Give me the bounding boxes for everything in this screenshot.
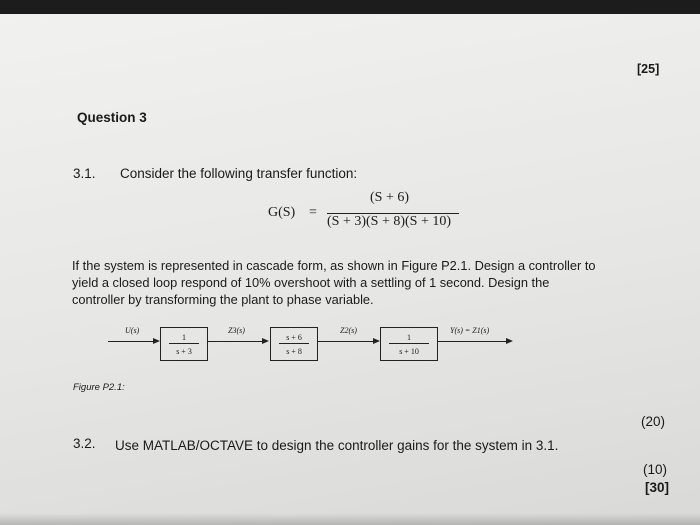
block-3-fraction-bar [389,343,429,344]
signal-line [437,341,509,342]
total-marks: [25] [637,62,660,76]
z3-signal-label: Z3(s) [228,326,245,335]
z2-signal-label: Z2(s) [340,326,357,335]
transfer-function-equals: = [309,205,317,220]
grand-total-marks: [30] [645,480,670,495]
arrow-icon [262,338,269,344]
q32-text: Use MATLAB/OCTAVE to design the controller gains for the system in 3.1. [115,438,559,453]
block-2-denominator: s + 8 [286,347,302,356]
transfer-function-numerator: (S + 6) [370,190,410,205]
signal-line [108,341,158,342]
q31-paragraph-line: yield a closed loop respond of 10% overshoot with a settling of 1 second. Design the [72,275,550,290]
q31-paragraph-line: controller by transforming the plant to phase variable. [72,292,374,307]
transfer-function-lhs: G(S) [268,205,296,220]
arrow-icon [153,338,160,344]
arrow-icon [373,338,380,344]
arrow-icon [506,338,513,344]
figure-caption: Figure P2.1: [73,382,125,393]
block-2-numerator: s + 6 [286,333,302,342]
q31-marks: (20) [641,414,666,429]
input-signal-label: U(s) [125,326,140,335]
q31-paragraph [72,257,672,308]
transfer-function-denominator: (S + 3)(S + 8)(S + 10) [327,214,452,229]
q31-number: 3.1. [73,166,96,181]
block-3-numerator: 1 [407,333,411,342]
block-1-denominator: s + 3 [176,347,192,356]
question-sheet [0,14,700,525]
block-3 [380,327,438,361]
signal-line [207,341,267,342]
question-heading: Question 3 [77,110,147,125]
block-2 [270,327,318,361]
q31-paragraph-line: If the system is represented in cascade form, as shown in Figure P2.1. Design a controller to [72,258,596,273]
page-shadow [0,513,700,525]
block-3-denominator: s + 10 [399,347,419,356]
q32-number: 3.2. [73,436,96,451]
signal-line [317,341,378,342]
output-signal-label: Y(s) = Z1(s) [450,326,490,335]
block-1-fraction-bar [169,343,199,344]
block-1 [160,327,208,361]
q32-marks: (10) [643,462,668,477]
block-2-fraction-bar [279,343,309,344]
block-1-numerator: 1 [182,333,186,342]
q31-intro: Consider the following transfer function: [120,166,358,181]
